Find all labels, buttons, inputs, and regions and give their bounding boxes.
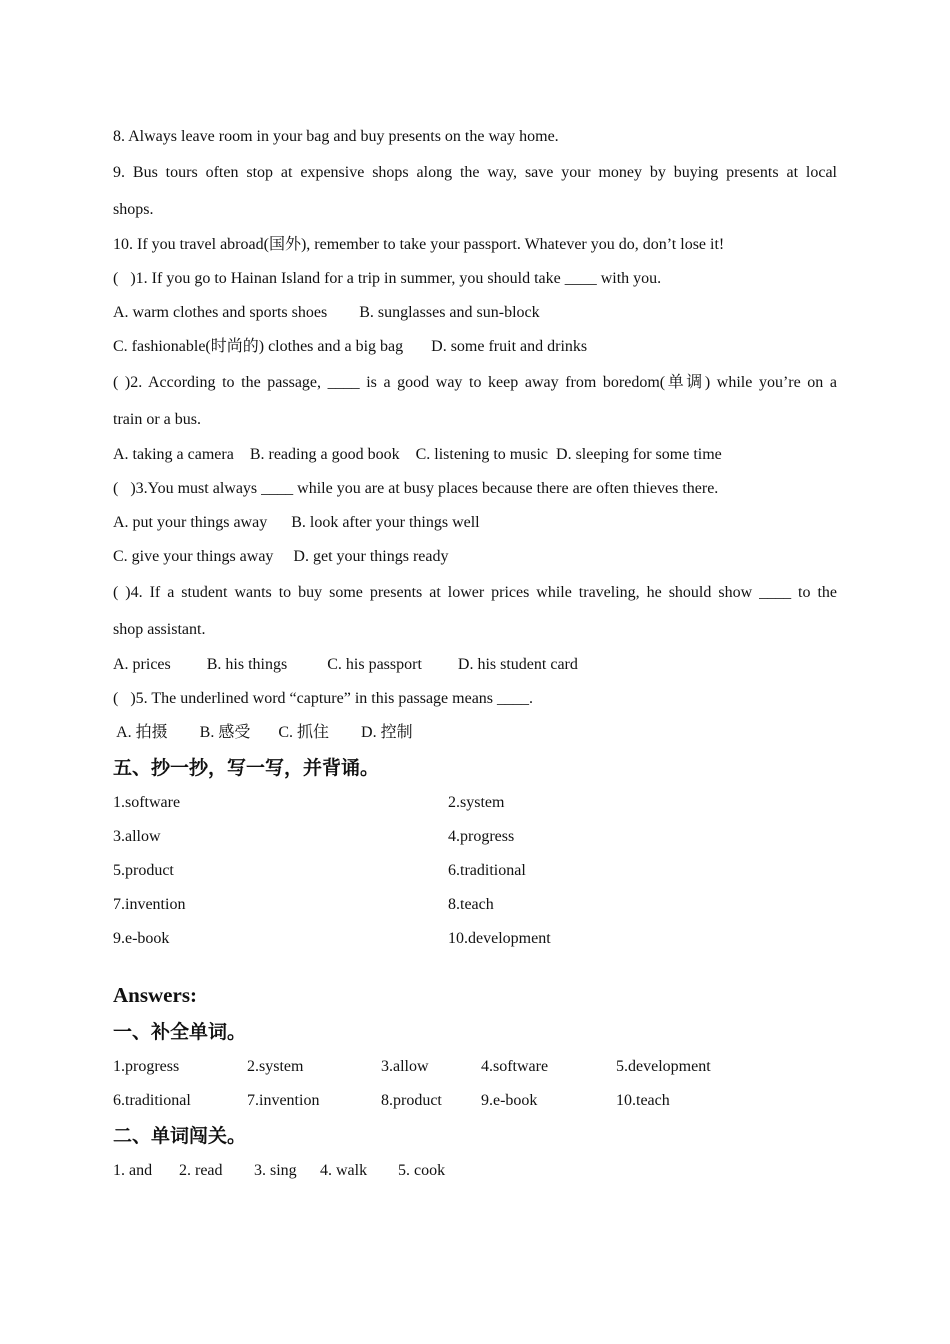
word-item: 1.software: [113, 794, 181, 811]
tip-8: 8. Always leave room in your bag and buy presents on the way home.: [113, 128, 559, 145]
tip-9-line2: shops.: [113, 201, 154, 218]
question-4-stem-line2: shop assistant.: [113, 621, 206, 638]
answer-row: [113, 1084, 837, 1118]
document-page: [113, 120, 837, 1188]
word-item: 7.invention: [113, 896, 186, 913]
answer-item: 2. read: [179, 1162, 223, 1179]
word-item: 2.system: [448, 794, 505, 811]
answer-row: [113, 1154, 837, 1188]
answer-item: 1.progress: [113, 1058, 180, 1075]
word-item: 9.e-book: [113, 930, 170, 947]
answer-item: 5. cook: [398, 1162, 446, 1179]
question-1-options-a-b: A. warm clothes and sports shoes B. sunglasses and sun-block: [113, 304, 540, 321]
question-5-stem: ( )5. The underlined word “capture” in this passage means ____.: [113, 690, 534, 707]
tip-9-line1: 9. Bus tours often stop at expensive shops along the way, save your money by buying presents at local: [113, 164, 837, 181]
word-row: [113, 888, 837, 922]
word-item: 5.product: [113, 862, 174, 879]
answer-item: 4. walk: [320, 1162, 368, 1179]
word-item: 3.allow: [113, 828, 161, 845]
answer-item: 9.e-book: [481, 1092, 538, 1109]
answer-item: 6.traditional: [113, 1092, 191, 1109]
answer-item: 3.allow: [381, 1058, 429, 1075]
question-1-options-c-d: C. fashionable(时尚的) clothes and a big bag D. some fruit and drinks: [113, 338, 588, 355]
answer-item: 2.system: [247, 1058, 304, 1075]
word-row: [113, 820, 837, 854]
answers-part-1-heading: 一、补全单词。: [113, 1021, 247, 1043]
question-2-stem-line1: ( )2. According to the passage, ____ is a good way to keep away from boredom(单调) while you’re on a: [113, 374, 837, 391]
question-3-options-c-d: C. give your things away D. get your things ready: [113, 548, 449, 565]
word-row: [113, 786, 837, 820]
answer-item: 5.development: [616, 1058, 711, 1075]
answer-row: [113, 1050, 837, 1084]
question-4-stem-line1: ( )4. If a student wants to buy some presents at lower prices while traveling, he should show ____ to the: [113, 584, 837, 601]
question-4-options: A. prices B. his things C. his passport D. his student card: [113, 656, 578, 673]
question-2-options: A. taking a camera B. reading a good book C. listening to music D. sleeping for some time: [113, 446, 722, 463]
answer-item: 1. and: [113, 1162, 153, 1179]
word-row: [113, 922, 837, 956]
word-item: 10.development: [448, 930, 551, 947]
word-item: 4.progress: [448, 828, 515, 845]
answer-item: 8.product: [381, 1092, 442, 1109]
answers-title: Answers:: [113, 983, 197, 1007]
question-3-stem: ( )3.You must always ____ while you are at busy places because there are often thieves there.: [113, 480, 719, 497]
question-3-options-a-b: A. put your things away B. look after your things well: [113, 514, 480, 531]
answers-part-2-heading: 二、单词闯关。: [113, 1125, 247, 1147]
answer-item: 10.teach: [616, 1092, 670, 1109]
section-5-heading: 五、抄一抄，写一写，并背诵。: [113, 757, 380, 779]
question-1-stem: ( )1. If you go to Hainan Island for a trip in summer, you should take ____ with you.: [113, 270, 662, 287]
answer-item: 4.software: [481, 1058, 549, 1075]
question-5-options: A. 拍摄 B. 感受 C. 抓住 D. 控制: [113, 724, 413, 741]
word-item: 6.traditional: [448, 862, 526, 879]
answer-item: 7.invention: [247, 1092, 320, 1109]
word-row: [113, 854, 837, 888]
question-2-stem-line2: train or a bus.: [113, 411, 201, 428]
answer-item: 3. sing: [254, 1162, 297, 1179]
tip-10: 10. If you travel abroad(国外), remember to take your passport. Whatever you do, don’t lose it!: [113, 236, 725, 253]
word-item: 8.teach: [448, 896, 494, 913]
